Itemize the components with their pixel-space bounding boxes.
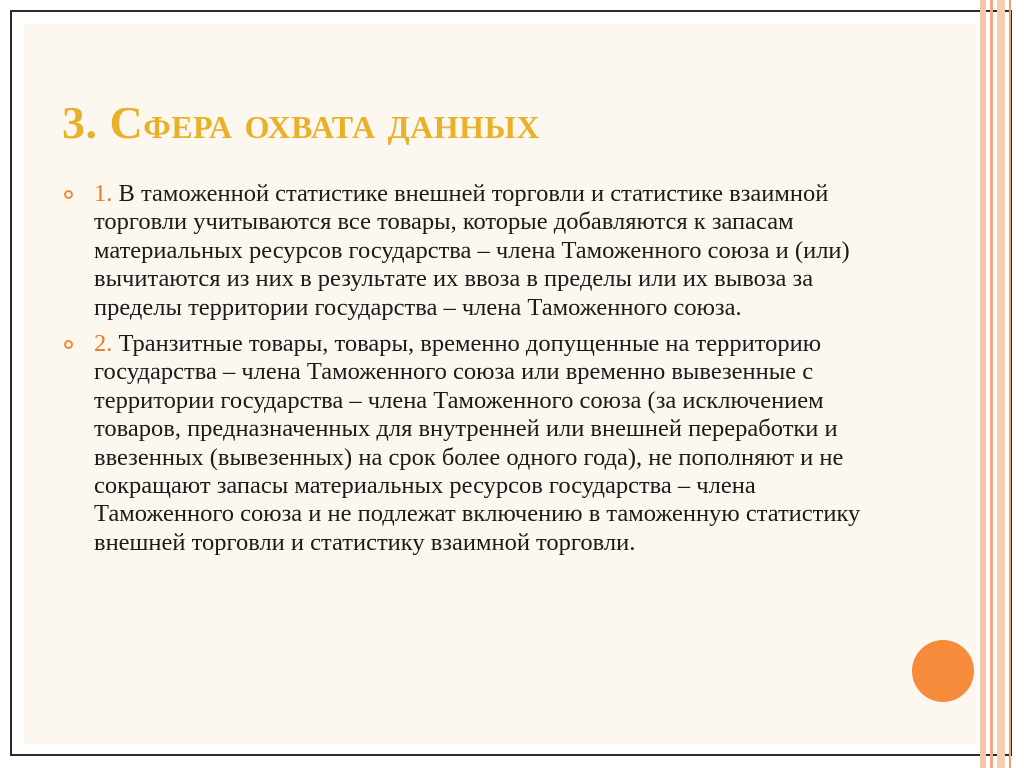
item-text: Транзитные товары, товары, временно допущенные на территорию государства – члена Таможенного союза или временно вывезенные с территории государства – члена Таможенного союза (за исключением товаров, предназначенных для внутренней или внешней переработки и ввезенных (вывезенных) на срок более одного года), не пополняют и не сокращают запасы материальных ресурсов государства – члена Таможенного союза и не подлежат включению в таможенную статистику внешней торговли и статистику взаимной торговли. xyxy=(94,330,861,556)
ring-bullet-icon xyxy=(64,340,73,349)
decorative-circle-icon xyxy=(912,640,974,702)
item-text: В таможенной статистике внешней торговли и статистике взаимной торговли учитываются все товары, которые добавляются к запасам материальных ресурсов государства – члена Таможенного союза и (или) вычитаются из них в результате их ввоза в пределы или их вывоза за пределы территории государства – члена Таможенного союза. xyxy=(94,180,850,321)
decorative-stripe xyxy=(990,0,993,768)
item-number: 1. xyxy=(94,180,113,207)
decorative-stripe xyxy=(1009,0,1011,768)
slide-title: 3. Сфера охвата данных xyxy=(62,97,541,148)
list-item xyxy=(62,330,892,557)
ring-bullet-icon xyxy=(64,190,73,199)
item-number: 2. xyxy=(94,330,113,358)
list-item xyxy=(62,180,892,322)
bullet-list xyxy=(62,180,892,565)
decorative-stripe xyxy=(997,0,1005,768)
decorative-stripe xyxy=(980,0,986,768)
